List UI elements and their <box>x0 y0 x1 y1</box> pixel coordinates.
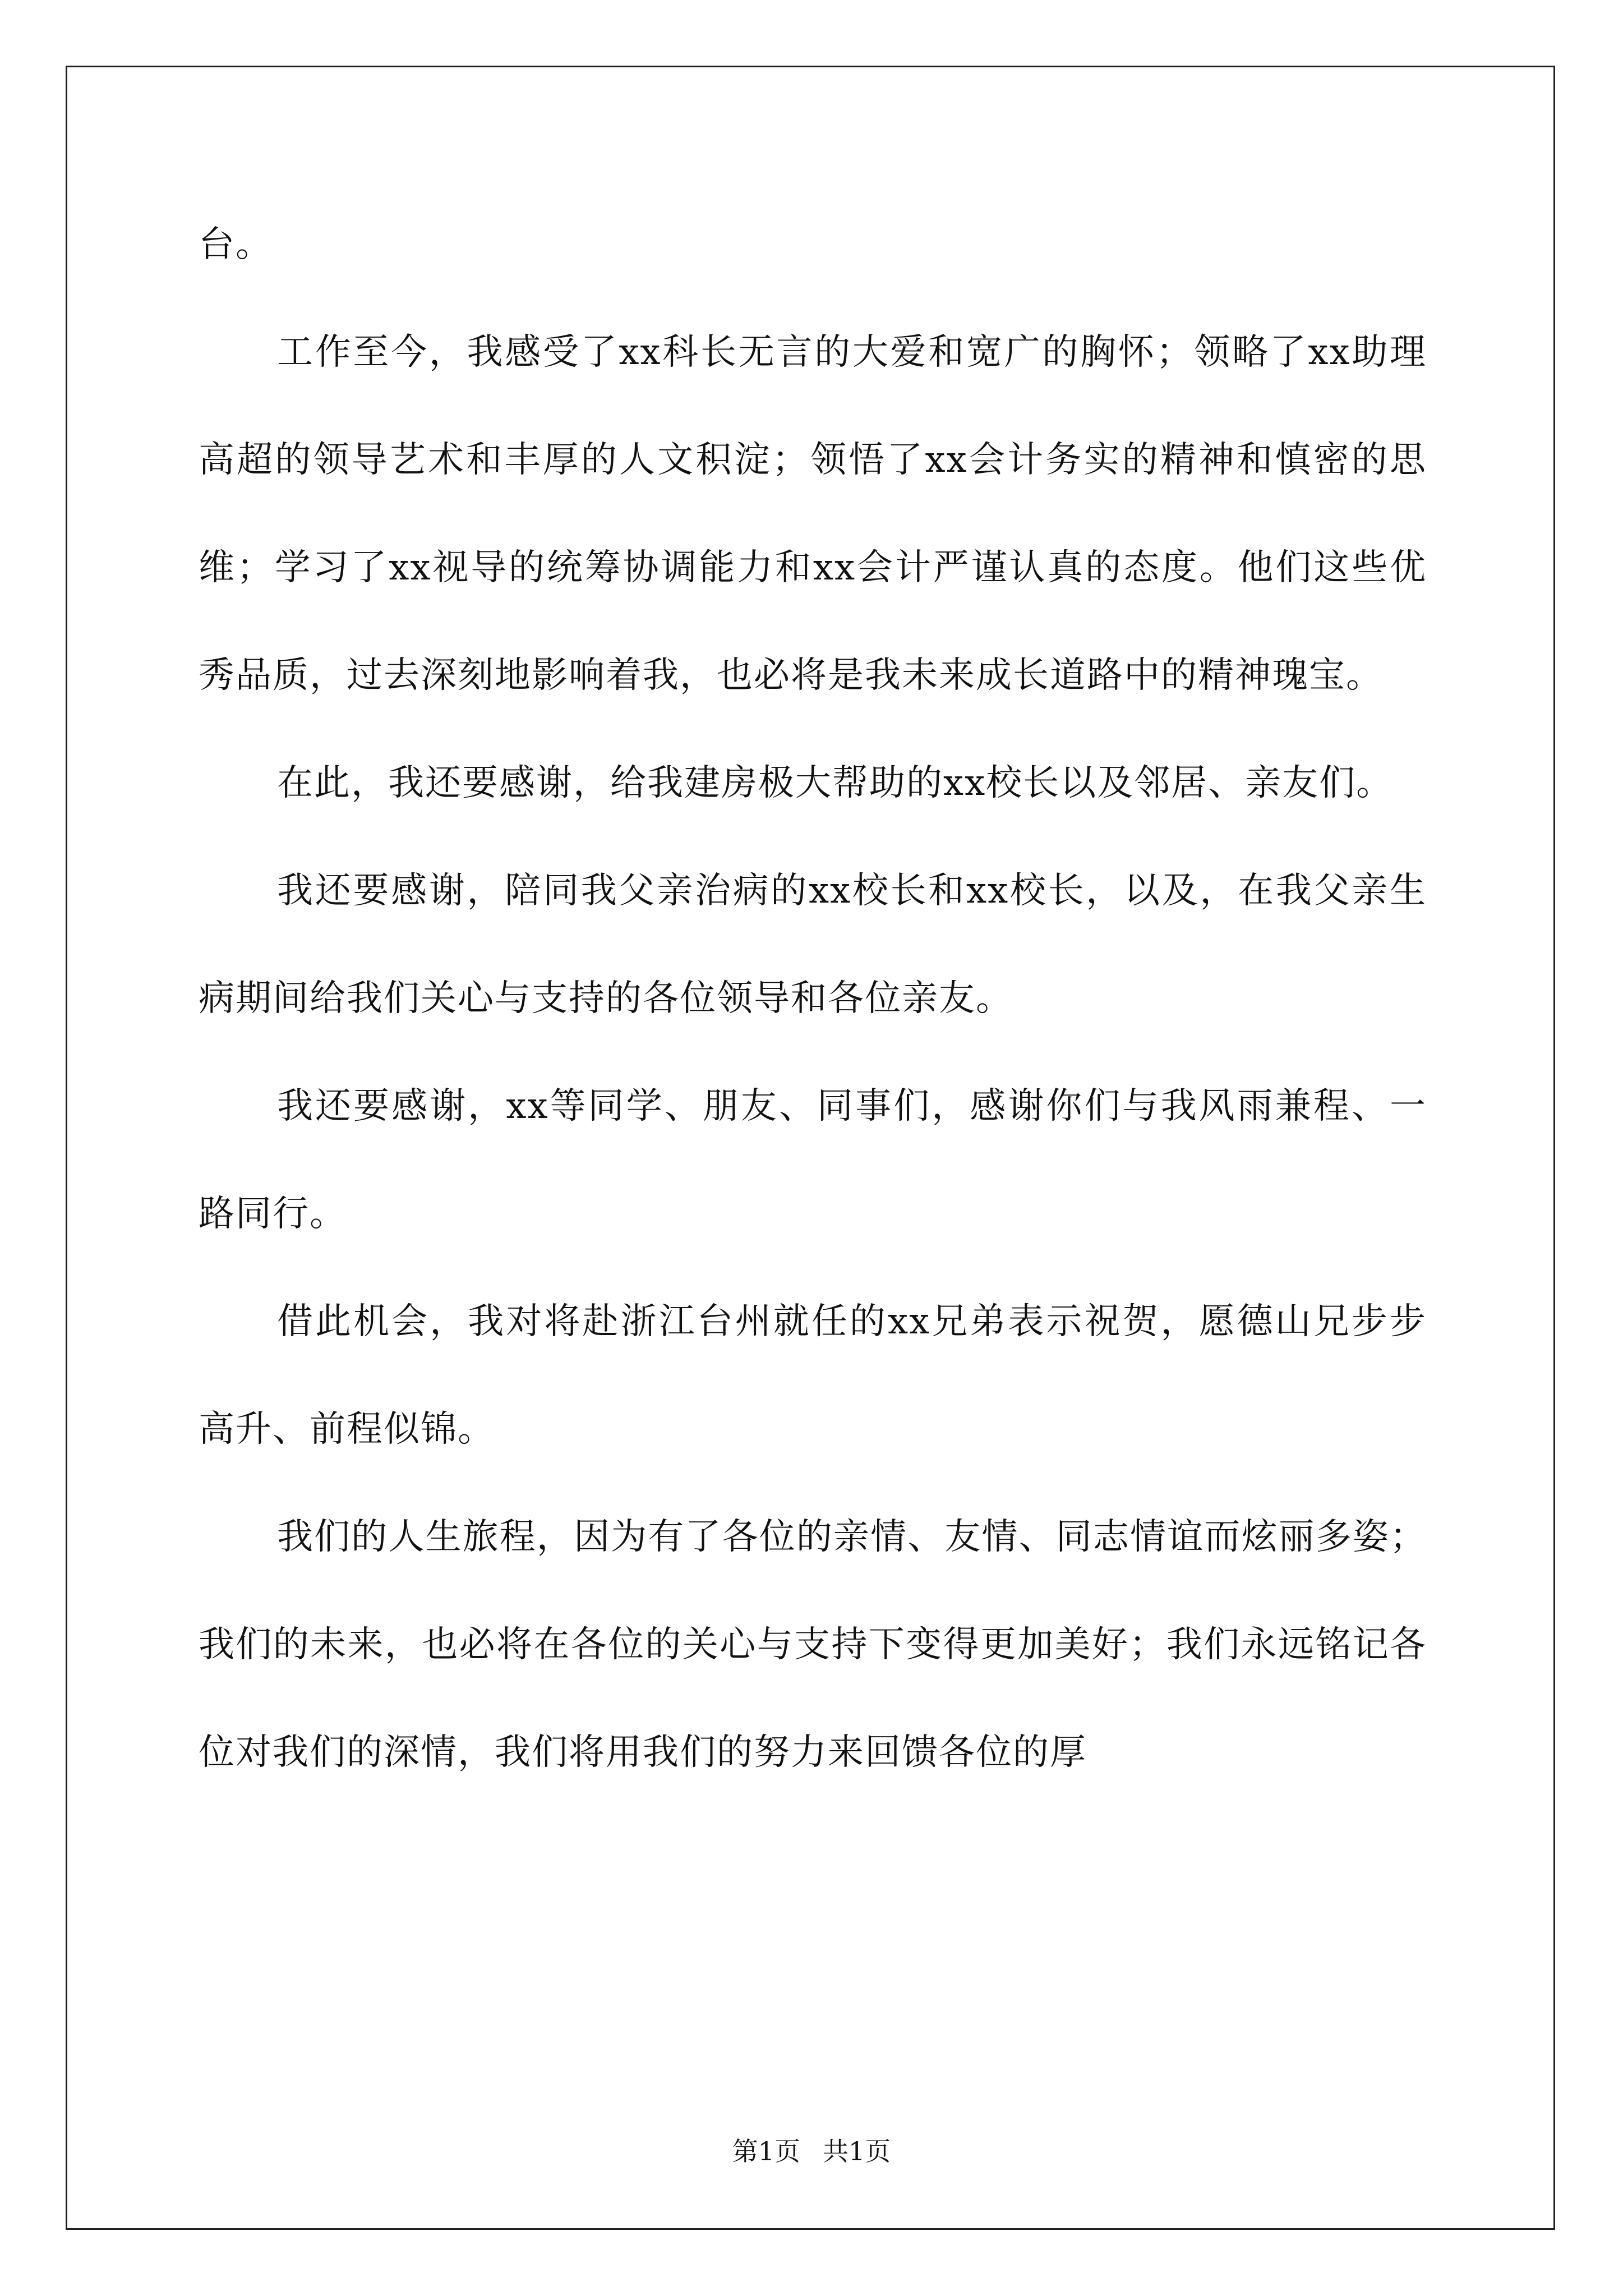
paragraph: 我还要感谢，陪同我父亲治病的xx校长和xx校长，以及，在我父亲生病期间给我们关心与支持的各位领导和各位亲友。 <box>199 870 1427 1019</box>
page-number: 第1页 <box>732 2136 800 2166</box>
paragraph: 借此机会，我对将赴浙江台州就任的xx兄弟表示祝贺，愿德山兄步步高升、前程似锦。 <box>199 1301 1427 1450</box>
paragraph: 在此，我还要感谢，给我建房极大帮助的xx校长以及邻居、亲友们。 <box>277 762 1394 804</box>
page-footer <box>0 2134 1623 2168</box>
paragraph: 台。 <box>199 224 273 265</box>
paragraph: 工作至今，我感受了xx科长无言的大爱和宽广的胸怀；领略了xx助理高超的领导艺术和丰厚的人文积淀；领悟了xx会计务实的精神和慎密的思维；学习了xx视导的统筹协调能力和xx会计严谨认真的态度。他们这些优秀品质，过去深刻地影响着我，也必将是我未来成长道路中的精神瑰宝。 <box>199 332 1427 696</box>
paragraph: 我们的人生旅程，因为有了各位的亲情、友情、同志情谊而炫丽多姿；我们的未来，也必将在各位的关心与支持下变得更加美好；我们永远铭记各位对我们的深情，我们将用我们的努力来回馈各位的厚 <box>199 1516 1427 1773</box>
paragraph: 我还要感谢，xx等同学、朋友、同事们，感谢你们与我风雨兼程、一路同行。 <box>199 1085 1427 1235</box>
page-total: 共1页 <box>823 2136 891 2166</box>
document-body <box>199 191 1427 1806</box>
